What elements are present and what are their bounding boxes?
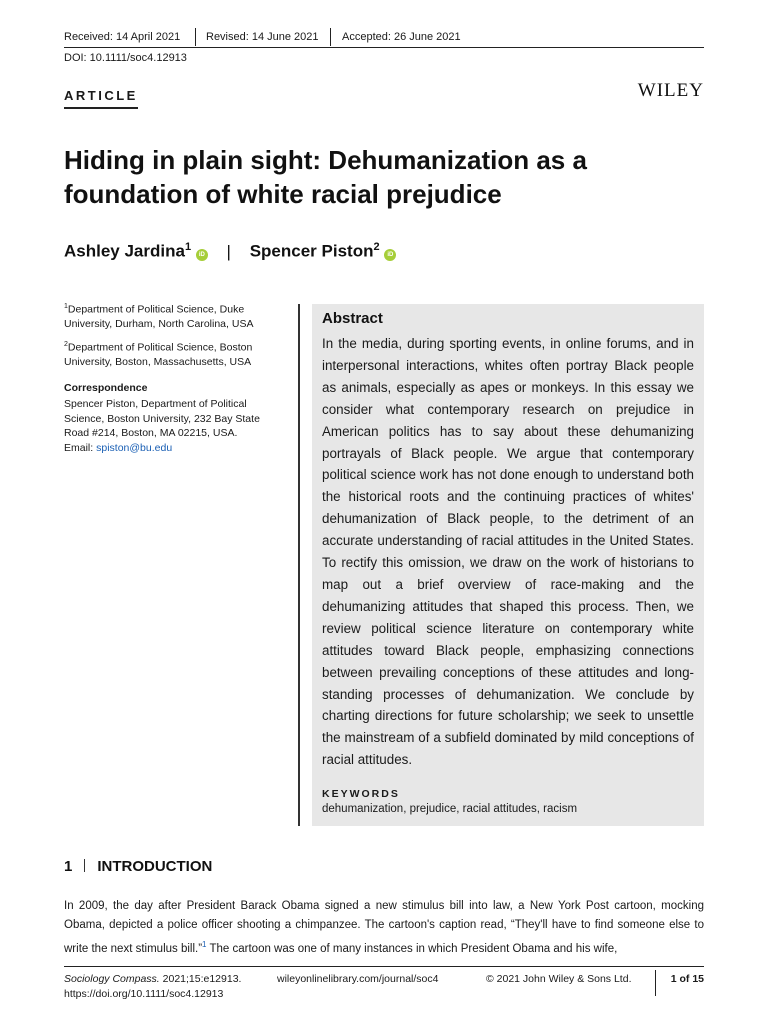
section-number: 1 — [64, 858, 73, 875]
abstract-box — [312, 304, 704, 826]
footnote-link[interactable]: 1 — [202, 940, 207, 949]
footer-website[interactable]: wileyonlinelibrary.com/journal/soc4 — [277, 973, 439, 985]
orcid-icon[interactable]: iD — [384, 249, 396, 261]
section-heading — [64, 858, 212, 875]
article-type-label: ARTICLE — [64, 88, 138, 109]
abstract-heading: Abstract — [322, 310, 383, 327]
footer-doi-link[interactable]: https://doi.org/10.1111/soc4.12913 — [64, 988, 224, 1000]
orcid-icon[interactable]: iD — [196, 249, 208, 261]
received-date: Received: 14 April 2021 — [64, 31, 181, 43]
keywords-heading: KEYWORDS — [322, 788, 400, 800]
publication-dates-bar — [64, 28, 704, 48]
column-divider — [298, 304, 300, 826]
keywords-list: dehumanization, prejudice, racial attitudes, racism — [322, 803, 578, 815]
footer-copyright: © 2021 John Wiley & Sons Ltd. — [486, 973, 632, 985]
author-name[interactable]: Spencer Piston — [249, 241, 374, 261]
date-separator — [330, 28, 331, 46]
affiliation-mark: 2 — [373, 241, 380, 253]
abstract-text: In the media, during sporting events, in online forums, and in interpersonal interactions, whites often portray Black people as animals, especially as apes or monkeys. In this essay we consider what contemporary research on prejudice in American politics has to say about these dehumanizing portrayals of Black people. We argue that contemporary political science work has not done enough to understand both the historical roots and the continuing practices of whites' dehumanization of Black people, to the detriment of an accurate understanding of racial attitudes in the United States. To rectify this omission, we draw on the work of historians to map out a brief overview of race-making and the dehumanizing attitudes that shaped this process. Then, we review political science literature on contemporary white attitudes toward Black people, emphasizing connections between prevailing conceptions of these attitudes and long-standing processes of dehumanization. We conclude by charting directions for future scholarship; we seek to unsettle the mainstream of a subfield dominated by mild conceptions of racial attitudes. — [322, 336, 694, 768]
correspondence-text: Spencer Piston, Department of Political Science, Boston University, 232 Bay State Road #214, Boston, MA 02215, USA. Email: spiston@bu.edu — [64, 397, 260, 454]
footer-citation: Sociology Compass. 2021;15:e12913. — [64, 973, 242, 985]
correspondence-heading: Correspondence — [64, 382, 148, 395]
date-separator — [195, 28, 196, 46]
section-title: INTRODUCTION — [97, 858, 213, 875]
footer-separator — [655, 970, 656, 996]
accepted-date: Accepted: 26 June 2021 — [342, 31, 461, 43]
page-number: 1 of 15 — [670, 973, 704, 985]
wiley-logo: WILEY — [637, 80, 704, 101]
author-name[interactable]: Ashley Jardina — [64, 241, 185, 261]
section-divider — [84, 859, 85, 872]
footer-rule — [64, 966, 704, 967]
revised-date: Revised: 14 June 2021 — [206, 31, 319, 43]
author-separator: | — [226, 241, 231, 261]
email-link[interactable]: spiston@bu.edu — [96, 441, 173, 454]
affiliation-1: $^1$Department of Political Science, Duke University, Durham, North Carolina, USA — [64, 303, 254, 331]
doi-label: DOI: 10.1111/soc4.12913 — [64, 52, 187, 64]
affiliation-mark: 1 — [184, 241, 192, 253]
affiliation-2: $^2$Department of Political Science, Boston University, Boston, Massachusetts, USA — [64, 340, 253, 368]
article-title: Hiding in plain sight: Dehumanization as a foundation of white racial prejudice — [64, 145, 587, 209]
author-list — [64, 241, 396, 262]
introduction-paragraph: In 2009, the day after President Barack Obama signed a new stimulus bill into law, a New York Post cartoon, mocking Obama, depicted a police officer shooting a chimpanzee. The cartoon's caption read, “They'll have to find someone else to write the next stimulus bill.”$^1$ The cartoon was one of many instances in which President Obama and his wife, — [64, 900, 704, 955]
affiliation-column — [64, 300, 286, 455]
